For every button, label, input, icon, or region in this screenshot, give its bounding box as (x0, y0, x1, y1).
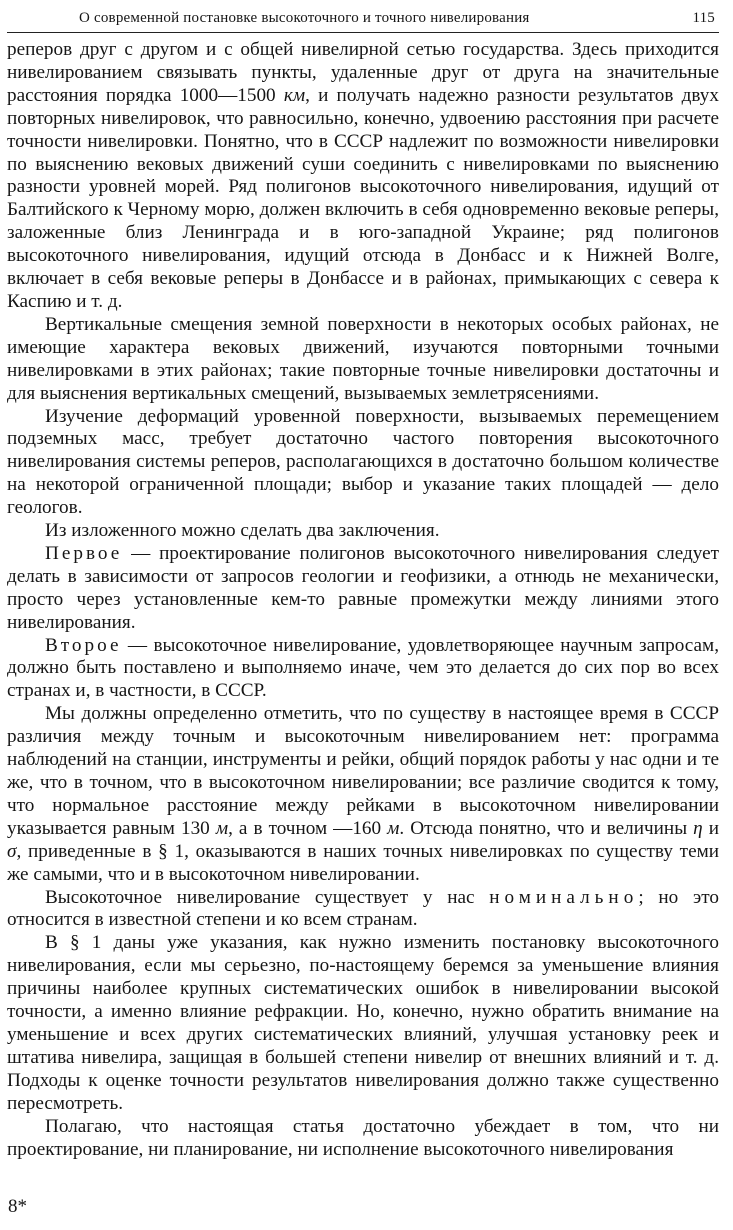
paragraph-text: Высокоточное нивелирование существует у нас (45, 886, 490, 908)
paragraph-text: Мы должны определенно отметить, что по существу в настоящее время в СССР различия между точным и высокоточным нивелированием нет: программа наблюдений на станции, инструменты и рейки, общий порядок работы у нас одни и те же, что в точном, что в высокоточном нивелировании; все различие сводится к тому, что нормальное расстояние между рейками в высокоточном нивелировании указывается равным 130 (7, 703, 719, 839)
unit-m: м (215, 817, 229, 839)
symbol-sigma: σ (7, 840, 17, 862)
paragraph-text: , приведенные в § 1, оказываются в наших точных нивелировках по существу теми же самыми, что и в высокоточном нивелировании. (7, 840, 719, 885)
body-text (7, 39, 719, 1161)
unit-m: м (387, 817, 400, 839)
paragraph-text: , и получать надежно разности результатов двух повторных нивелировок, что равносильно, конечно, удвоению расстояния при расчете точности нивелировки. Понятно, что в СССР надлежит по возможности нивелировки по выяснению вековых движений суши соединить с нивелировками по выяснению разности уровней морей. Ряд полигонов высокоточного нивелирования, идущий от Балтийского к Черному морю, должен включить в себя одновременно вековые реперы, заложенные близ Ленинграда и в юго-западной Украине; ряд полигонов высокоточного нивелирования, идущий отсюда в Донбасс и к Нижней Волге, включает в себя вековые реперы в Донбассе и в районах, примыкающих с севера к Каспию и т. д. (7, 84, 719, 312)
symbol-eta: η (693, 817, 703, 839)
paragraph: Из изложенного можно сделать два заключения. (45, 520, 440, 542)
emphasis-first: Первое (45, 542, 123, 564)
emphasis-nominal: номинально (489, 886, 639, 908)
paragraph (7, 39, 719, 314)
running-head (7, 6, 719, 33)
unit-km: км (283, 84, 306, 106)
paragraph: Изучение деформаций уровенной поверхности, вызываемых перемещением подземных масс, требует достаточно частого повторения высокоточного нивелирования системы реперов, располагающихся в достаточно большом количестве на некоторой ограниченной площади; выбор и указание таких площадей — дело геологов. (7, 405, 719, 519)
paragraph (7, 635, 719, 704)
paragraph-text: — проектирование полигонов высокоточного нивелирования следует делать в зависимости от запросов геологии и геофизики, а отнюдь не механически, просто через установленные кем-то равные промежутки между линиями этого нивелирования. (7, 542, 719, 633)
paragraph: Вертикальные смещения земной поверхности в некоторых особых районах, не имеющие характера вековых движений, изучаются повторными точными нивелировками в этих районах; такие повторные точные нивелировки достаточны и для выяснения вертикальных смещений, вызываемых землетрясениями. (7, 313, 719, 404)
signature-mark: 8* (8, 1196, 27, 1217)
paragraph: В § 1 даны уже указания, как нужно изменить постановку высокоточного нивелирования, если мы серьезно, по-настоящему беремся за уменьшение влияния причины наиболее крупных систематических ошибок в нивелировании высокой точности, а именно влияние рефракции. Но, конечно, нужно обратить внимание на уменьшение и всех других систематических влияний, улучшая установку реек и штатива нивелира, защищая в большей степени нивелир от внешних влияний и т. д. Подходы к оценке точности результатов нивелирования должно также существенно пересмотреть. (7, 932, 719, 1114)
paragraph-text: . Отсюда понятно, что и величины (399, 817, 694, 839)
paragraph (7, 887, 719, 933)
paragraph (7, 703, 719, 886)
paragraph-text: — высокоточное нивелирование, удовлетворяющее научным запросам, должно быть поставлено и выполняемо иначе, чем это делается до сих пор во всех странах и, в частности, в СССР. (7, 634, 719, 702)
paragraph-text: реперов друг с другом и с общей нивелирной сетью государства. Здесь приходится нивелированием связывать пункты, удаленные друг от друга на значительные расстояния порядка 1000—1500 (7, 39, 719, 106)
paragraph: Полагаю, что настоящая статья достаточно убеждает в том, что ни проектирование, ни планирование, ни исполнение высокоточного нивелирования (7, 1115, 719, 1160)
paragraph-text: и (702, 817, 719, 839)
paragraph (7, 543, 719, 635)
running-head-title: О современной постановке высокоточного и точного нивелирования (79, 10, 530, 26)
page-number: 115 (692, 10, 715, 26)
emphasis-second: Второе (45, 634, 122, 656)
paragraph-text: ; но это относится в известной степени и ко всем странам. (7, 886, 719, 931)
paragraph-text: , а в точном —160 (228, 817, 388, 839)
